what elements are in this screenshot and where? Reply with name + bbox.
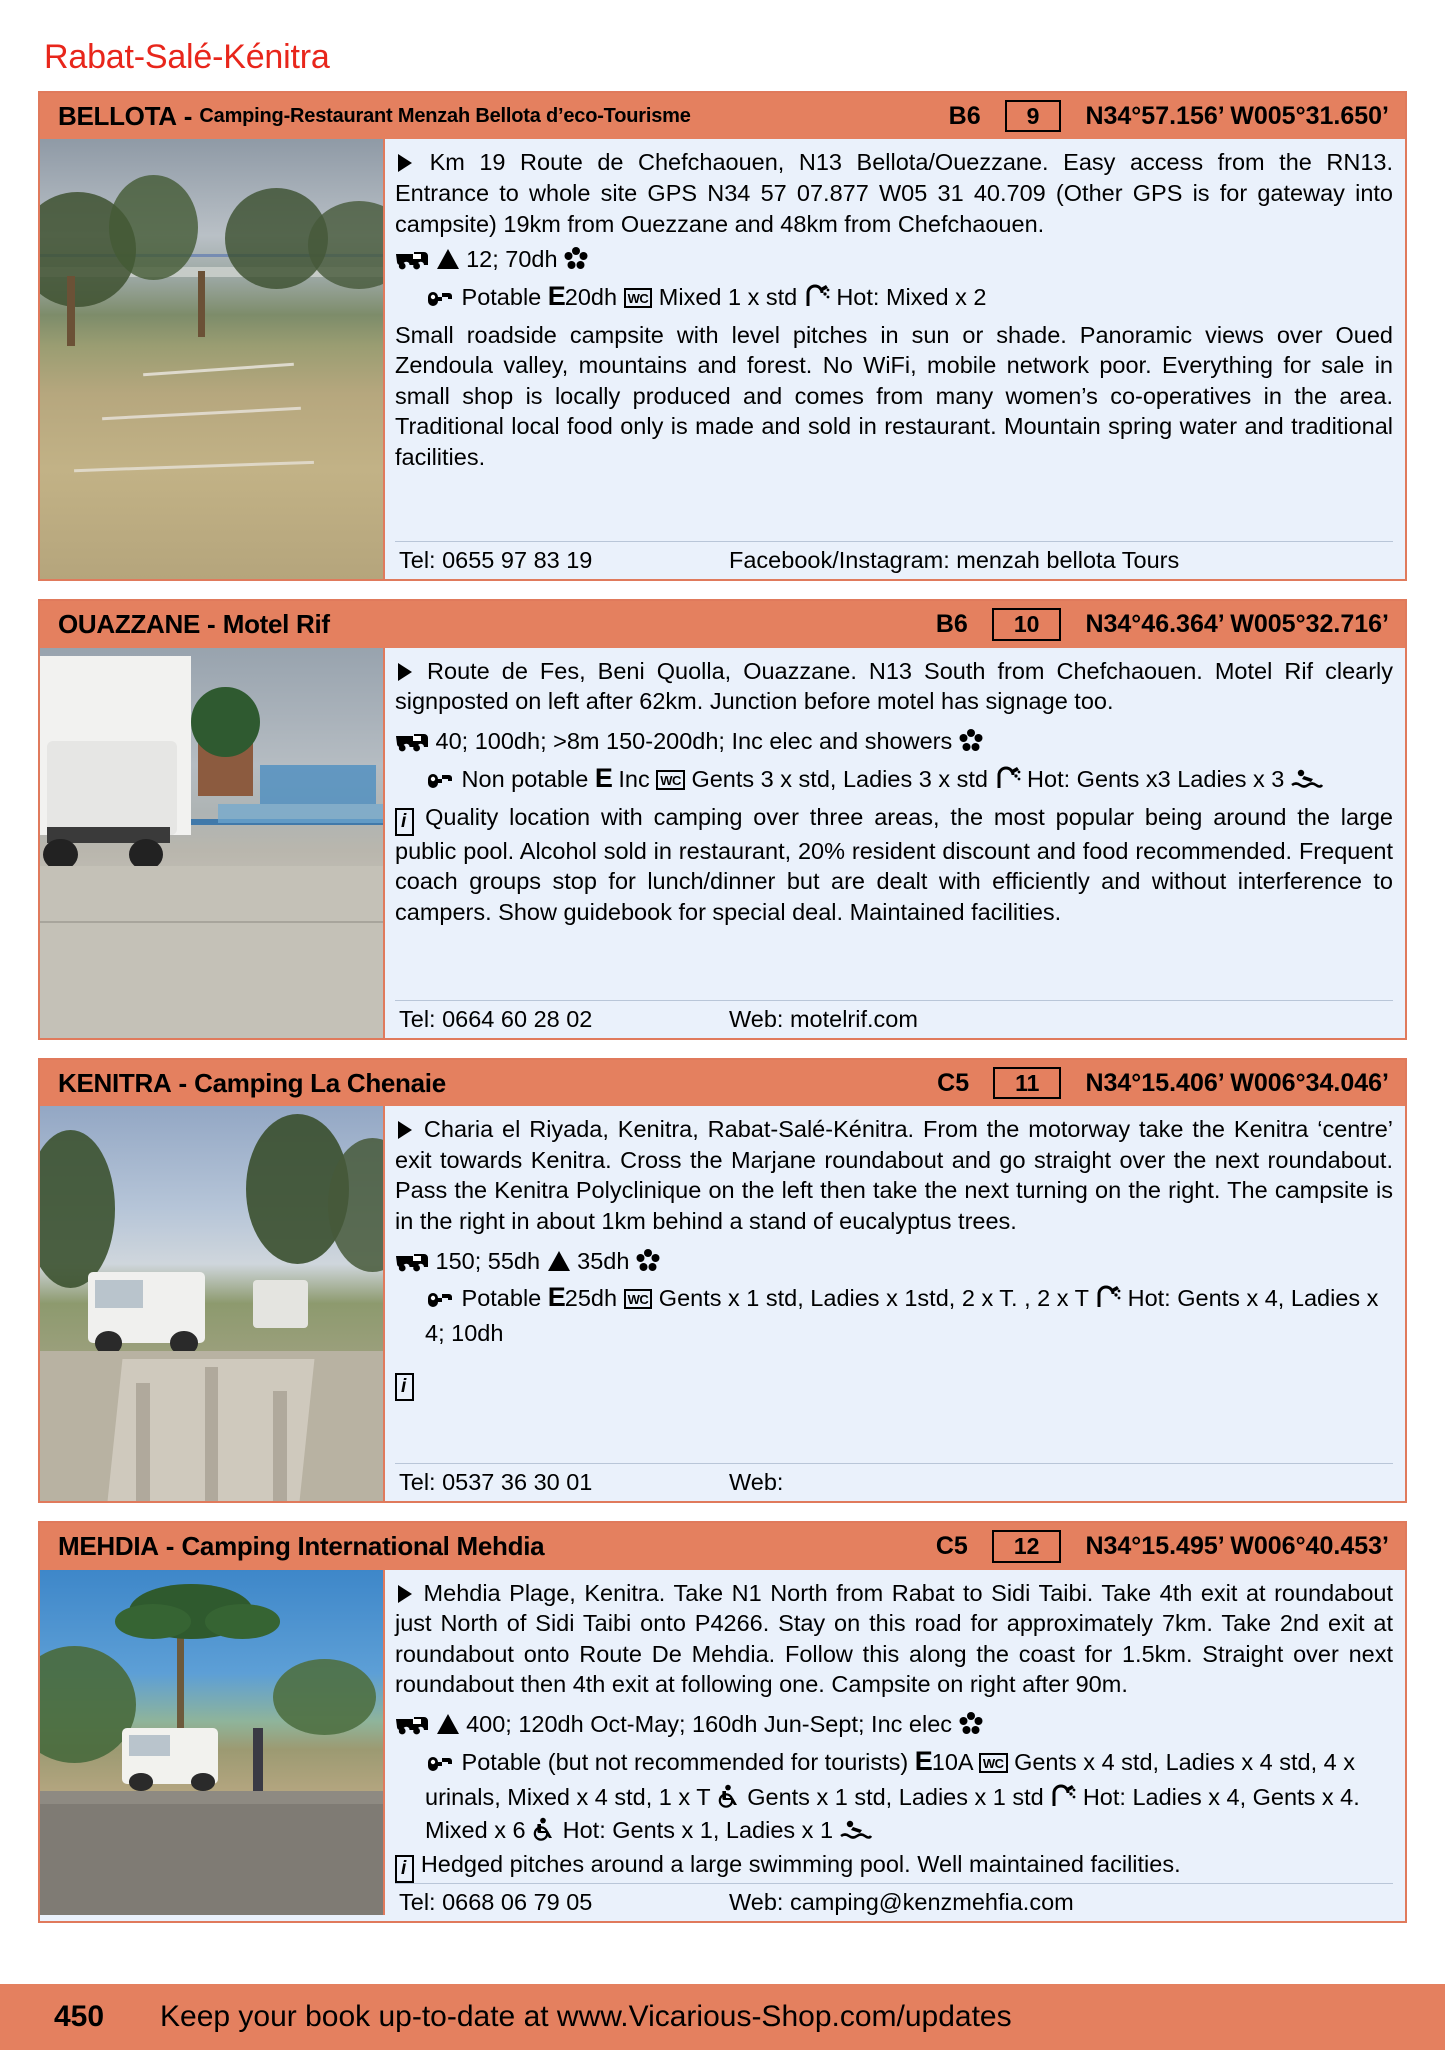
tap-icon xyxy=(425,1285,455,1309)
campervan-icon xyxy=(395,730,429,752)
electric-icon: E xyxy=(547,1282,565,1313)
description-text: i Quality location with camping over three areas, the most popular being around the large public pool. Alcohol sold in restaurant, 20% resident discount and food recommended. Frequent coach groups stop for lunch/dinner but are dealt with efficiently and without interference to campers. Show guidebook for special deal. Maintained facilities. xyxy=(395,803,1393,925)
info-icon: i xyxy=(395,1855,414,1883)
campsite-card-mehdia xyxy=(38,1521,1407,1923)
name-separator: - xyxy=(183,100,193,131)
tent-icon xyxy=(436,248,460,270)
gps-coordinates: N34°15.406’ W006°34.046’ xyxy=(1085,1068,1389,1097)
tap-icon xyxy=(425,1749,455,1773)
campsite-card-ouazzane xyxy=(38,599,1407,1039)
map-number-badge: 9 xyxy=(1005,100,1062,132)
directions-text: Route de Fes, Beni Quolla, Ouazzane. N13 South from Chefchaouen. Motel Rif clearly signposted on left after 62km. Junction before motel has signage too. xyxy=(395,657,1394,715)
web-or-social: Web: camping@kenzmehfia.com xyxy=(729,1889,1074,1916)
direction-arrow-icon xyxy=(395,1583,415,1605)
card-content xyxy=(385,1106,1405,1501)
info-icon: i xyxy=(395,808,414,836)
shower-icon xyxy=(1050,1784,1076,1808)
description-text: Small roadside campsite with level pitches in sun or shade. Panoramic views over Oued Zendoula valley, mountains and forest. No WiFi, mobile network poor. Everything for sale in small shop is locally produced and comes from many women’s co-operatives in the area. Traditional local food only is made and sold in restaurant. Mountain spring water and traditional facilities. xyxy=(395,321,1393,470)
flower-icon xyxy=(636,1248,660,1272)
services-line: Potable E25dh WC Gents x 1 std, Ladies x 1std, 2 x T. , 2 x T Hot: Gents x 4, Ladies x 4; 10dh xyxy=(425,1282,1379,1347)
wc-icon: WC xyxy=(624,288,653,308)
card-header xyxy=(40,93,1405,139)
flower-icon xyxy=(959,1711,983,1735)
card-header xyxy=(40,1523,1405,1569)
electric-icon: E xyxy=(547,280,565,311)
pitches-line: 12; 70dh xyxy=(395,243,1393,276)
electric-icon: E xyxy=(914,1745,932,1776)
map-number-badge: 11 xyxy=(993,1067,1061,1099)
map-grid-ref: C5 xyxy=(935,1532,968,1561)
contact-row xyxy=(395,1463,1393,1501)
map-grid-ref: B6 xyxy=(935,610,968,639)
map-grid-ref: C5 xyxy=(937,1068,970,1097)
tap-icon xyxy=(425,766,455,790)
campsite-subtitle: Camping-Restaurant Menzah Bellota d’eco-Tourisme xyxy=(199,104,691,127)
direction-arrow-icon xyxy=(395,1119,415,1141)
campervan-icon xyxy=(395,248,429,270)
directions-text: Charia el Riyada, Kenitra, Rabat-Salé-Kénitra. From the motorway take the Kenitra ‘centre’ exit towards Kenitra. Cross the Marjane roundabout and go straight over the next roundabout. Pass the Kenitra Polyclinique on the left then take the next turning on the right. The campsite is in the right in about 1km behind a stand of eucalyptus trees. xyxy=(395,1116,1394,1234)
name-separator: - xyxy=(178,1067,188,1098)
campervan-icon xyxy=(395,1250,429,1272)
pitches-line: 40; 100dh; >8m 150-200dh; Inc elec and showers xyxy=(395,725,1393,758)
campsite-subtitle: Motel Rif xyxy=(222,609,330,640)
web-or-social: Facebook/Instagram: menzah bellota Tours xyxy=(729,547,1180,574)
description-text: i Hedged pitches around a large swimming pool. Well maintained facilities. xyxy=(395,1848,1393,1883)
tent-icon xyxy=(436,1713,460,1735)
map-number-badge: 10 xyxy=(992,608,1062,640)
electric-icon: E xyxy=(594,762,612,793)
pitches-line: 150; 55dh 35dh xyxy=(395,1245,1393,1278)
card-header xyxy=(40,1060,1405,1106)
gps-coordinates: N34°15.495’ W006°40.453’ xyxy=(1085,1532,1389,1561)
shower-icon xyxy=(995,766,1021,790)
card-body xyxy=(40,1570,1405,1922)
shower-icon xyxy=(804,284,830,308)
tap-icon xyxy=(425,284,455,308)
flower-icon xyxy=(959,728,983,752)
swimming-pool-icon xyxy=(840,1819,872,1841)
shower-icon xyxy=(1095,1285,1121,1309)
flower-icon xyxy=(564,246,588,270)
campsite-subtitle: Camping La Chenaie xyxy=(194,1067,446,1098)
campsite-photo xyxy=(40,139,385,579)
direction-arrow-icon xyxy=(395,152,415,174)
name-separator: - xyxy=(165,1531,175,1562)
card-body xyxy=(40,648,1405,1038)
telephone: Tel: 0668 06 79 05 xyxy=(399,1889,593,1916)
directions-text: Km 19 Route de Chefchaouen, N13 Bellota/Ouezzane. Easy access from the RN13. Entrance to whole site GPS N34 57 07.877 W05 31 40.709 (Other GPS is for gateway into campsite) 19km from Ouezzane and 48km from Chefchaouen. xyxy=(395,149,1394,237)
campsite-name: MEHDIA xyxy=(58,1531,159,1562)
contact-row xyxy=(395,1000,1393,1038)
gps-coordinates: N34°57.156’ W005°31.650’ xyxy=(1085,101,1389,130)
card-content xyxy=(385,1570,1405,1922)
direction-arrow-icon xyxy=(395,661,415,683)
campsite-name: KENITRA xyxy=(58,1067,172,1098)
card-body xyxy=(40,139,1405,579)
card-body xyxy=(40,1106,1405,1501)
directions-text: Mehdia Plage, Kenitra. Take N1 North from Rabat to Sidi Taibi. Take 4th exit at roundabout just North of Sidi Taibi onto P4266. Stay on this road for approximately 7km. Take 2nd exit at roundabout onto Route De Mehdia. Follow this along the coast for 1.5km. Straight over next roundabout then 4th exit at following one. Campsite on right after 90m. xyxy=(395,1579,1393,1698)
wheelchair-icon xyxy=(532,1817,556,1841)
wc-icon: WC xyxy=(656,770,685,790)
region-title: Rabat-Salé-Kénitra xyxy=(44,38,330,76)
services-line: Non potable E Inc WC Gents 3 x std, Ladies 3 x std Hot: Gents x3 Ladies x 3 xyxy=(395,760,1393,798)
campsite-subtitle: Camping International Mehdia xyxy=(181,1531,545,1562)
contact-row xyxy=(395,541,1393,579)
web-or-social: Web: xyxy=(729,1469,784,1496)
campsite-card-bellota xyxy=(38,91,1407,581)
wheelchair-icon xyxy=(717,1784,741,1808)
campsite-card-kenitra xyxy=(38,1058,1407,1503)
map-grid-ref: B6 xyxy=(948,101,981,130)
telephone: Tel: 0655 97 83 19 xyxy=(399,547,593,574)
wc-icon: WC xyxy=(979,1753,1008,1773)
contact-row xyxy=(395,1883,1393,1921)
web-or-social: Web: motelrif.com xyxy=(729,1005,918,1032)
campsite-name: BELLOTA xyxy=(58,100,177,131)
card-header xyxy=(40,601,1405,647)
telephone: Tel: 0664 60 28 02 xyxy=(399,1005,593,1032)
tent-icon xyxy=(547,1250,571,1272)
campsite-name: OUAZZANE xyxy=(58,609,201,640)
services-line: Potable E20dh WC Mixed 1 x std Hot: Mixed x 2 xyxy=(395,278,1393,316)
campervan-icon xyxy=(395,1713,429,1735)
footer-text: Keep your book up-to-date at www.Vicarious-Shop.com/updates xyxy=(160,2000,1012,2033)
description-text xyxy=(395,1366,1393,1401)
info-icon: i xyxy=(395,1373,414,1401)
campsite-photo xyxy=(40,1106,385,1501)
services-line: Potable (but not recommended for tourists) E10A WC Gents x 4 std, Ladies x 4 std, 4 x urinals, Mixed x 4 std, 1 x T Gents x 1 std, Ladies x 1 std Hot: Ladies x 4, Gents x 4. Mixed x 6 Hot: Gents x 1, Ladies x 1 xyxy=(425,1745,1360,1843)
card-content xyxy=(385,139,1405,579)
telephone: Tel: 0537 36 30 01 xyxy=(399,1469,593,1496)
page-number: 450 xyxy=(54,2000,105,2033)
pitches-line: 400; 120dh Oct-May; 160dh Jun-Sept; Inc elec xyxy=(395,1708,1393,1741)
blank-spacer xyxy=(395,1350,1393,1364)
campsite-photo xyxy=(40,648,385,1038)
gps-coordinates: N34°46.364’ W005°32.716’ xyxy=(1085,610,1389,639)
page-footer xyxy=(0,1984,1445,2050)
swimming-pool-icon xyxy=(1291,768,1323,790)
campsite-photo xyxy=(40,1570,385,1915)
name-separator: - xyxy=(207,609,216,640)
wc-icon: WC xyxy=(624,1289,653,1309)
card-content xyxy=(385,648,1405,1038)
map-number-badge: 12 xyxy=(992,1530,1062,1562)
